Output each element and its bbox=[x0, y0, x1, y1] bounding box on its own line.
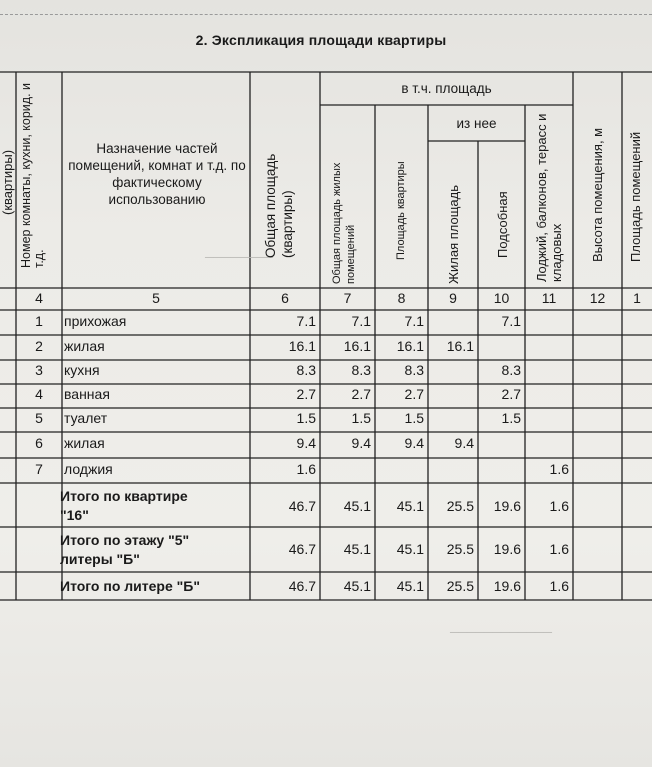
cell-loggia: 1.6 bbox=[549, 461, 569, 477]
cell-living-rooms: 1.5 bbox=[351, 410, 371, 426]
cell-apt: 8.3 bbox=[404, 362, 424, 378]
cell-total: 9.4 bbox=[296, 435, 316, 451]
cell-living-rooms: 16.1 bbox=[343, 338, 371, 354]
header-apt-area: Площадь квартиры bbox=[395, 161, 407, 260]
cell-living: 25.5 bbox=[446, 498, 474, 514]
cell-apt: 9.4 bbox=[404, 435, 424, 451]
cell-living: 16.1 bbox=[446, 338, 474, 354]
cell-no: 1 bbox=[35, 313, 43, 329]
cell-apt: 45.1 bbox=[396, 541, 424, 557]
cell-loggia: 1.6 bbox=[549, 541, 569, 557]
header-total: Общая площадь (квартиры) bbox=[263, 153, 295, 258]
cell-no: 2 bbox=[35, 338, 43, 354]
cell-living: 9.4 bbox=[454, 435, 474, 451]
col-number: 5 bbox=[152, 290, 160, 306]
cell-total: 8.3 bbox=[296, 362, 316, 378]
col-number: 8 bbox=[397, 290, 406, 306]
col-number: 9 bbox=[449, 290, 457, 306]
cell-no: 4 bbox=[35, 386, 43, 402]
cell-name: лоджия bbox=[64, 461, 113, 477]
cell-living-rooms: 7.1 bbox=[351, 313, 371, 329]
cell-apt: 45.1 bbox=[396, 498, 424, 514]
total-label-line2: литеры "Б" bbox=[60, 551, 140, 567]
cell-total: 2.7 bbox=[296, 386, 316, 402]
cell-total: 46.7 bbox=[288, 541, 316, 557]
faint-stamp-text: ──────────── bbox=[450, 625, 553, 639]
col-number: 11 bbox=[541, 290, 557, 306]
cell-living-rooms: 45.1 bbox=[343, 541, 371, 557]
col-number: 4 bbox=[35, 290, 43, 306]
cell-living-rooms: 8.3 bbox=[351, 362, 371, 378]
cell-name: кухня bbox=[64, 362, 100, 378]
cell-loggia: 1.6 bbox=[549, 498, 569, 514]
total-label-line2: "16" bbox=[60, 507, 89, 523]
cell-apt: 16.1 bbox=[396, 338, 424, 354]
cell-total: 46.7 bbox=[288, 498, 316, 514]
cell-total: 46.7 bbox=[288, 578, 316, 594]
cell-total: 1.5 bbox=[296, 410, 316, 426]
cell-name: ванная bbox=[64, 386, 110, 402]
cell-no: 7 bbox=[35, 461, 43, 477]
cell-name: прихожая bbox=[64, 313, 127, 329]
header-height: Высота помещения, м bbox=[590, 127, 605, 262]
cell-loggia: 1.6 bbox=[549, 578, 569, 594]
header-apt: (квартиры) bbox=[0, 149, 15, 215]
total-label: Итого по этажу "5" bbox=[60, 532, 190, 548]
cell-aux: 1.5 bbox=[501, 410, 521, 426]
page-title: 2. Экспликация площади квартиры bbox=[195, 32, 447, 48]
header-room-no: Номер комнаты, кухни, корид. и т.д. bbox=[19, 83, 46, 268]
header-of-it-group: из нее bbox=[456, 116, 497, 131]
total-label: Итого по квартире bbox=[60, 488, 188, 504]
cell-no: 3 bbox=[35, 362, 43, 378]
header-area-rooms: Площадь помещений bbox=[628, 131, 643, 262]
col-number: 6 bbox=[281, 290, 289, 306]
header-loggia: Лоджий, балконов, терасс и кладовых bbox=[534, 113, 564, 282]
cell-total: 16.1 bbox=[288, 338, 316, 354]
cell-living: 25.5 bbox=[446, 541, 474, 557]
cell-total: 1.6 bbox=[296, 461, 316, 477]
header-aux: Подсобная bbox=[495, 191, 510, 258]
header-living-rooms: Общая площадь жилых помещений bbox=[331, 162, 357, 284]
cell-living-rooms: 45.1 bbox=[343, 578, 371, 594]
cell-living-rooms: 2.7 bbox=[351, 386, 371, 402]
cell-living-rooms: 45.1 bbox=[343, 498, 371, 514]
header-living: Жилая площадь bbox=[446, 184, 461, 284]
header-purpose: Назначение частей помещений, комнат и т.д. по фактическому использованию bbox=[68, 141, 246, 207]
cell-living: 25.5 bbox=[446, 578, 474, 594]
header-incl-group: в т.ч. площадь bbox=[401, 81, 492, 96]
cell-aux: 7.1 bbox=[501, 313, 521, 329]
cell-name: туалет bbox=[64, 410, 108, 426]
cell-aux: 19.6 bbox=[493, 498, 521, 514]
faint-stamp-text: ──────── bbox=[205, 250, 274, 264]
cell-no: 5 bbox=[35, 410, 43, 426]
cell-aux: 8.3 bbox=[501, 362, 521, 378]
col-number: 12 bbox=[589, 290, 606, 306]
cell-no: 6 bbox=[35, 435, 43, 451]
cell-living-rooms: 9.4 bbox=[351, 435, 371, 451]
cell-apt: 1.5 bbox=[404, 410, 424, 426]
total-label: Итого по литере "Б" bbox=[60, 578, 200, 594]
cell-name: жилая bbox=[64, 338, 105, 354]
col-number: 1 bbox=[633, 290, 641, 306]
cell-aux: 19.6 bbox=[493, 541, 521, 557]
cell-apt: 45.1 bbox=[396, 578, 424, 594]
cell-apt: 7.1 bbox=[404, 313, 424, 329]
cell-name: жилая bbox=[64, 435, 105, 451]
col-number: 10 bbox=[493, 290, 510, 306]
cell-aux: 19.6 bbox=[493, 578, 521, 594]
cell-aux: 2.7 bbox=[501, 386, 521, 402]
col-number: 7 bbox=[343, 290, 352, 306]
cell-total: 7.1 bbox=[296, 313, 316, 329]
cell-apt: 2.7 bbox=[404, 386, 424, 402]
